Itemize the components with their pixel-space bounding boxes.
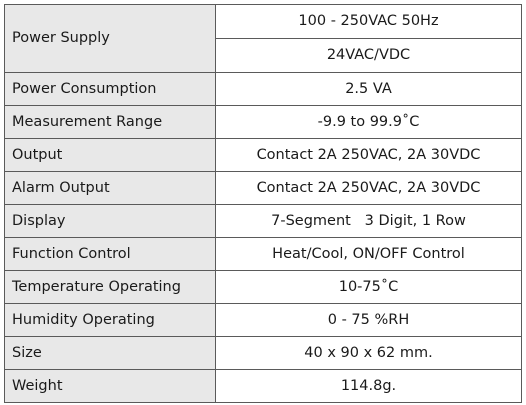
- spec-row-weight: [5, 370, 522, 403]
- spec-value: 0 - 75 %RH: [216, 304, 522, 337]
- specification-table: [4, 4, 522, 403]
- spec-value: 114.8g.: [216, 370, 522, 403]
- spec-row-output: [5, 139, 522, 172]
- spec-label: Measurement Range: [5, 106, 216, 139]
- spec-label: Power Consumption: [5, 73, 216, 106]
- spec-label: Function Control: [5, 238, 216, 271]
- spec-row-measurement-range: [5, 106, 522, 139]
- spec-value: -9.9 to 99.9˚C: [216, 106, 522, 139]
- spec-label: Weight: [5, 370, 216, 403]
- spec-label: Size: [5, 337, 216, 370]
- spec-value: Contact 2A 250VAC, 2A 30VDC: [216, 172, 522, 205]
- spec-label: Display: [5, 205, 216, 238]
- spec-row-alarm-output: [5, 172, 522, 205]
- spec-value: Heat/Cool, ON/OFF Control: [216, 238, 522, 271]
- spec-row-function-control: [5, 238, 522, 271]
- spec-value: 40 x 90 x 62 mm.: [216, 337, 522, 370]
- spec-label: Temperature Operating: [5, 271, 216, 304]
- spec-value: 100 - 250VAC 50Hz: [216, 5, 522, 39]
- spec-label: Alarm Output: [5, 172, 216, 205]
- spec-row-size: [5, 337, 522, 370]
- spec-label: Power Supply: [5, 5, 216, 73]
- spec-row-power-supply: [5, 5, 522, 39]
- spec-value: 24VAC/VDC: [216, 39, 522, 73]
- spec-row-power-consumption: [5, 73, 522, 106]
- spec-value: 7-Segment 3 Digit, 1 Row: [216, 205, 522, 238]
- spec-value: 2.5 VA: [216, 73, 522, 106]
- spec-row-display: [5, 205, 522, 238]
- spec-value: Contact 2A 250VAC, 2A 30VDC: [216, 139, 522, 172]
- spec-value: 10-75˚C: [216, 271, 522, 304]
- spec-label: Humidity Operating: [5, 304, 216, 337]
- spec-row-temperature-operating: [5, 271, 522, 304]
- spec-row-humidity-operating: [5, 304, 522, 337]
- spec-label: Output: [5, 139, 216, 172]
